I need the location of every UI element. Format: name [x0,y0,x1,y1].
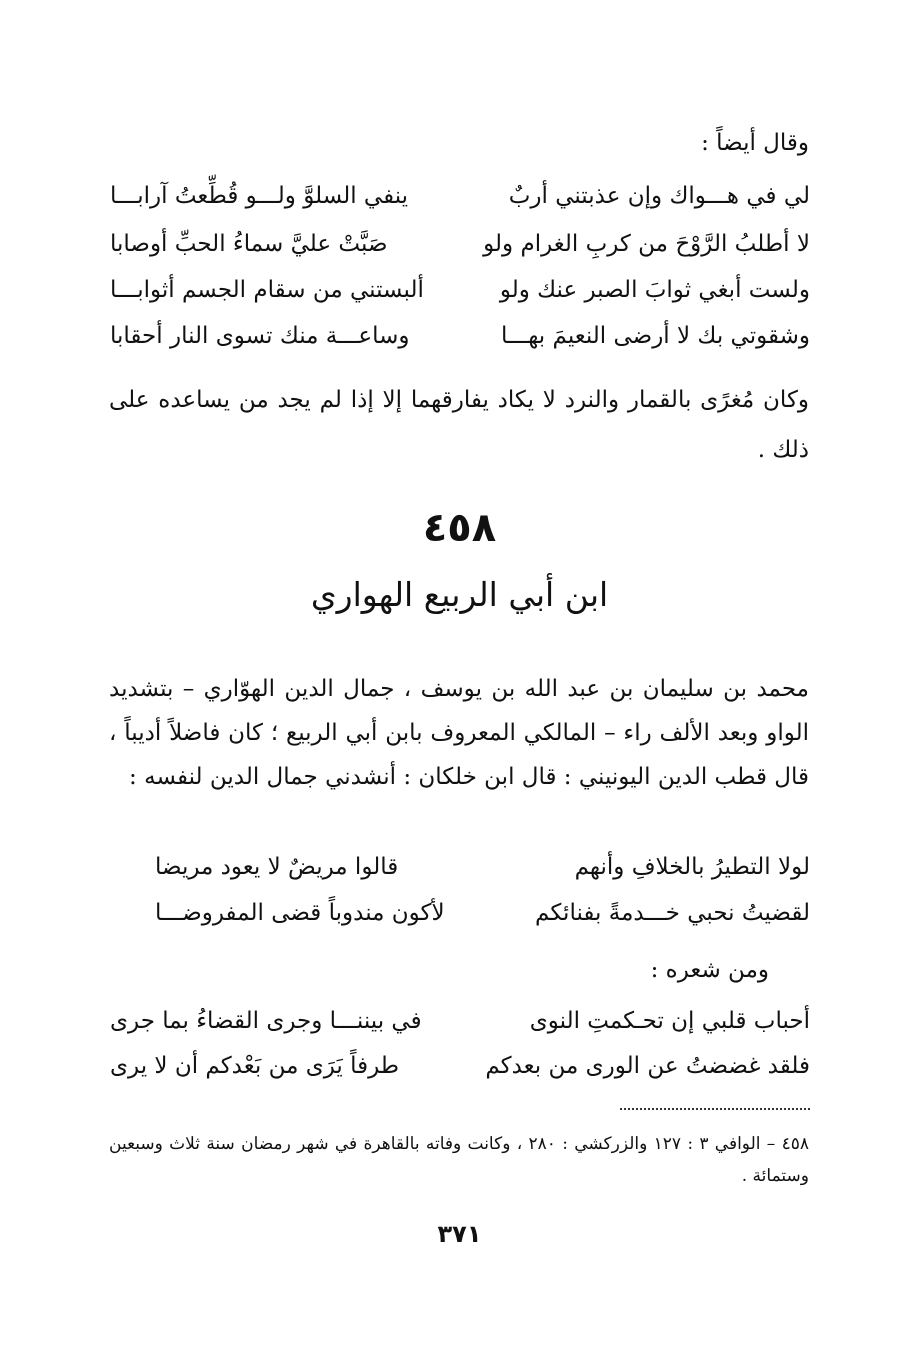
verse-first-hemistich: لا أطلبُ الرَّوْحَ من كربِ الغرام ولو [483,231,810,257]
verse-line [110,183,810,223]
closing-paragraph: وكان مُغرًى بالقمار والنرد لا يكاد يفارقهما إلا إذا لم يجد من يساعده على ذلك . [109,387,809,463]
verse-line [110,323,810,363]
verse-line [110,1053,810,1093]
entry-number: ٤٥٨ [422,505,497,551]
biography-paragraph: محمد بن سليمان بن عبد الله بن يوسف ، جمال الدين الهوّاري – بتشديد الواو وبعد الألف راء – المالكي المعروف بابن أبي الربيع ؛ كان فاضلاً أديباً ، قال قطب الدين اليونيني : قال ابن خلكان : أنشدني جمال الدين لنفسه : [109,676,809,790]
footnote: ٤٥٨ – الوافي ٣ : ١٢٧ والزركشي : ٢٨٠ ، وكانت وفاته بالقاهرة في شهر رمضان سنة ثلاث وسبعين وستمائة . [109,1134,809,1186]
verse-first-hemistich: ولست أبغي ثوابَ الصبر عنك ولو [499,277,810,303]
verse-line [110,277,810,317]
poetry-intro: ومن شعره : [650,957,769,983]
verse-first-hemistich: وشقوتي بك لا أرضى النعيمَ بهـــا [500,323,810,349]
verse-second-hemistich: طرفاً يَرَى من بَعْدكم أن لا يرى [110,1053,400,1079]
poem-intro: وقال أيضاً : [701,130,809,156]
verse-second-hemistich: قالوا مريضٌ لا يعود مريضا [155,854,399,880]
verse-line [110,1008,810,1048]
page-number: ٣٧١ [437,1220,482,1248]
verse-first-hemistich: لقضيتُ نحبي خـــدمةً بفنائكم [535,900,810,926]
verse-first-hemistich: لي في هـــواك وإن عذبتني أربٌ [508,183,810,209]
verse-line [110,231,810,271]
verse-line [155,854,810,894]
footnote-separator [620,1108,810,1110]
verse-second-hemistich: وساعـــة منك تسوى النار أحقابا [110,323,410,349]
verse-second-hemistich: صَبَّتْ عليَّ سماءُ الحبِّ أوصابا [110,231,388,257]
verse-first-hemistich: لولا التطيرُ بالخلافِ وأنهم [574,854,810,880]
verse-first-hemistich: فلقد غضضتُ عن الورى من بعدكم [485,1053,810,1079]
verse-second-hemistich: لأكون مندوباً قضى المفروضـــا [155,900,445,926]
verse-first-hemistich: أحباب قلبي إن تحـكمتِ النوى [529,1008,810,1034]
verse-line [155,900,810,940]
verse-second-hemistich: ينفي السلوَّ ولـــو قُطِّعتُ آرابـــا [110,183,409,209]
verse-second-hemistich: في بيننـــا وجرى القضاءُ بما جرى [110,1008,422,1034]
verse-second-hemistich: ألبستني من سقام الجسم أثوابـــا [110,277,424,303]
entry-title: ابن أبي الربيع الهواري [310,575,609,614]
